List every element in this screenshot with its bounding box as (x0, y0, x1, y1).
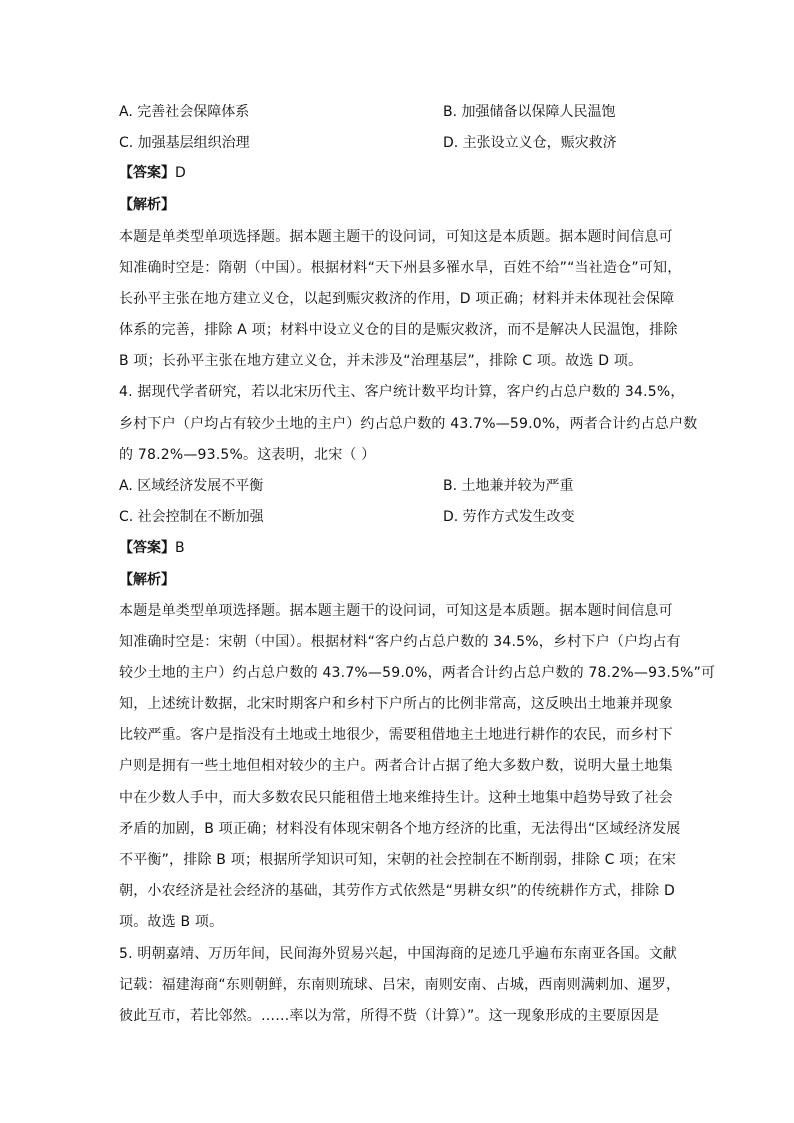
answer-tag: 【答案】 (119, 540, 175, 556)
q4-analysis-line: 朝，小农经济是社会经济的基础，其劳作方式依然是“男耕女织”的传统耕作方式，排除 D (119, 883, 675, 899)
q5-stem-line: 5. 明朝嘉靖、万历年间，民间海外贸易兴起，中国海商的足迹几乎遍布东南亚各国。文献 (119, 946, 678, 962)
q4-analysis-line: 户则是拥有一些土地但相对较少的主户。两者合计占据了绝大多数户数，说明大量土地集 (119, 758, 673, 774)
q4-option-a: A. 区域经济发展不平衡 (119, 478, 264, 494)
answer-tag: 【答案】 (119, 165, 175, 181)
answer-value: D (175, 165, 186, 181)
q4-analysis-line: 知，上述统计数据，北宋时期客户和乡村下户所占的比例非常高，这反映出土地兼并现象 (119, 696, 673, 712)
q3-analysis-line: 长孙平主张在地方建立义仓，以起到赈灾救济的作用，D 项正确；材料并未体现社会保障 (119, 291, 675, 307)
q4-analysis-line: 较少土地的主户）约占总户数的 43.7%—59.0%，两者合计约占总户数的 78.2%—93.5%”可 (119, 665, 716, 681)
q4-stem-line: 4. 据现代学者研究，若以北宋历代主、客户统计数平均计算，客户约占总户数的 34.5%， (119, 384, 685, 400)
q4-analysis-line: 知准确时空是：宋朝（中国）。根据材料“客户约占总户数的 34.5%，乡村下户（户均占有 (119, 634, 681, 650)
q4-analysis-line: 项。故选 B 项。 (119, 914, 224, 930)
q4-answer (119, 538, 185, 558)
q3-option-d: D. 主张设立义仓，赈灾救济 (443, 135, 617, 151)
q3-option-a: A. 完善社会保障体系 (119, 104, 250, 120)
q4-option-b: B. 土地兼并较为严重 (443, 478, 574, 494)
q4-analysis-line: 矛盾的加剧，B 项正确；材料没有体现宋朝各个地方经济的比重，无法得出“区域经济发展 (119, 821, 681, 837)
q3-analysis-tag: 【解析】 (119, 197, 175, 213)
q4-analysis-line: 本题是单类型单项选择题。据本题主题干的设问词，可知这是本质题。据本题时间信息可 (119, 603, 673, 619)
answer-value: B (175, 540, 185, 556)
q3-analysis-line: B 项；长孙平主张在地方建立义仓，并未涉及“治理基层”，排除 C 项。故选 D 项。 (119, 353, 643, 369)
q3-option-c: C. 加强基层组织治理 (119, 135, 250, 151)
q3-answer (119, 163, 186, 183)
q4-analysis-tag: 【解析】 (119, 572, 175, 588)
q4-analysis-line: 不平衡”，排除 B 项；根据所学知识可知，宋朝的社会控制在不断削弱，排除 C 项；在宋 (119, 852, 677, 868)
q5-stem-line: 记载：福建海商“东则朝鲜，东南则琉球、吕宋，南则安南、占城，西南则满剌加、暹罗， (119, 977, 681, 993)
q4-analysis-line: 中在少数人手中，而大多数农民只能租借土地来维持生计。这种土地集中趋势导致了社会 (119, 790, 673, 806)
q3-analysis-line: 知准确时空是：隋朝（中国）。根据材料“天下州县多罹水旱，百姓不给”“当社造仓”可知， (119, 260, 682, 276)
q5-stem-line: 彼此互市，若比邻然。……率以为常，所得不赀（计算）”。这一现象形成的主要原因是 (119, 1008, 660, 1024)
q4-option-c: C. 社会控制在不断加强 (119, 509, 264, 525)
q4-stem-line: 的 78.2%—93.5%。这表明，北宋（ ） (119, 447, 376, 463)
q3-option-b: B. 加强储备以保障人民温饱 (443, 104, 616, 120)
q4-option-d: D. 劳作方式发生改变 (443, 509, 575, 525)
q4-stem-line: 乡村下户（户均占有较少土地的主户）约占总户数的 43.7%—59.0%，两者合计约占总户数 (119, 416, 698, 432)
q3-analysis-line: 本题是单类型单项选择题。据本题主题干的设问词，可知这是本质题。据本题时间信息可 (119, 229, 673, 245)
q4-analysis-line: 比较严重。客户是指没有土地或土地很少，需要租借地主土地进行耕作的农民，而乡村下 (119, 727, 673, 743)
q3-analysis-line: 体系的完善，排除 A 项；材料中设立义仓的目的是赈灾救济，而不是解决人民温饱，排除 (119, 322, 678, 338)
